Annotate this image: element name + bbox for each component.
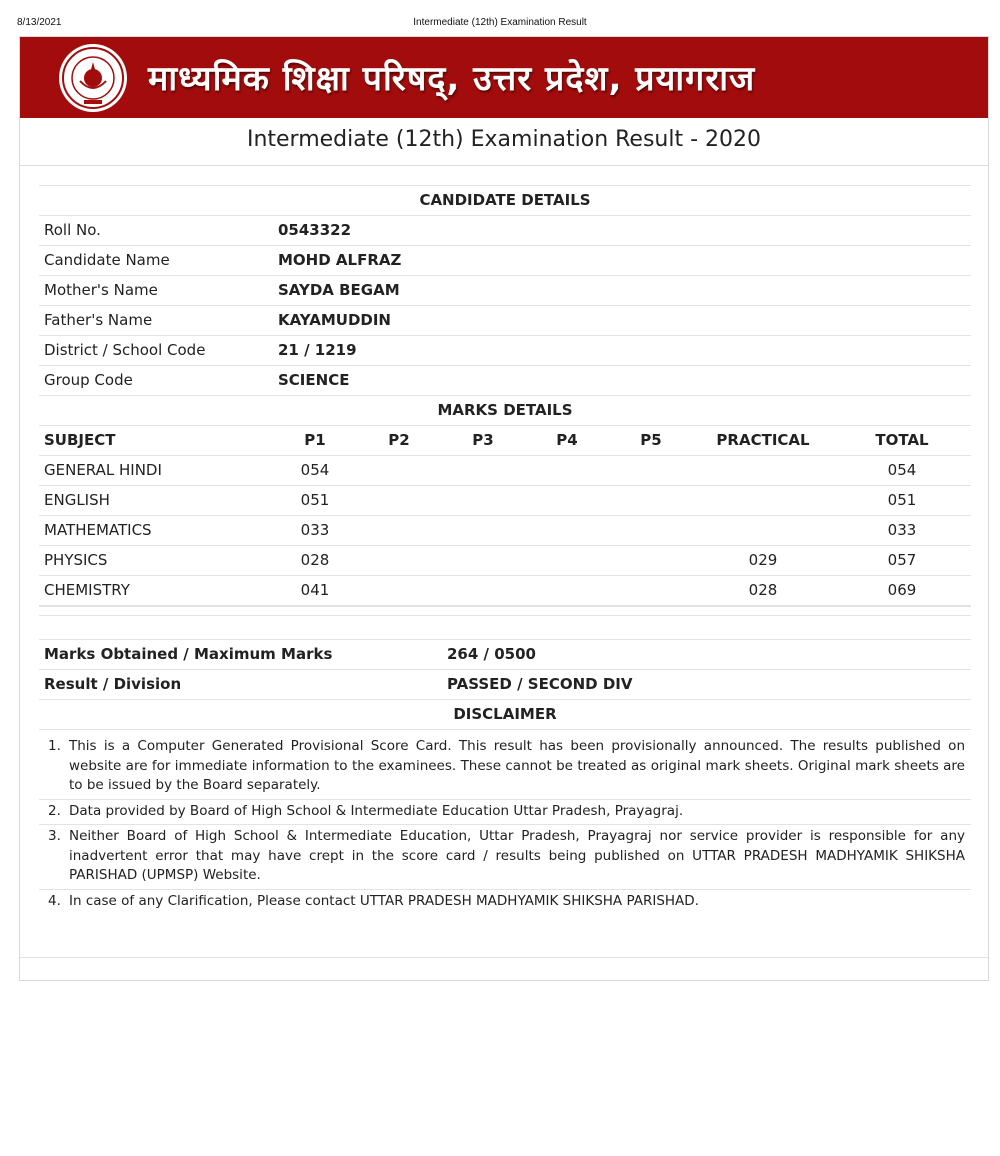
card-footer (20, 957, 988, 980)
total-cell: 051 (887, 491, 917, 509)
list-item (39, 890, 971, 915)
detail-value: 0543322 (278, 221, 352, 239)
board-name: माध्यमिक शिक्षा परिषद्, उत्तर प्रदेश, प्रयागराज (148, 59, 756, 99)
page-title: Intermediate (12th) Examination Result - 2020 (246, 127, 762, 152)
table-row (39, 485, 971, 515)
list-number: 4. (48, 892, 61, 909)
marks-details-heading: MARKS DETAILS (39, 395, 971, 425)
detail-value: MOHD ALFRAZ (278, 251, 402, 269)
p1-cell: 041 (300, 581, 330, 599)
result-division-label: Result / Division (44, 675, 182, 693)
disclaimer-list (39, 735, 971, 914)
table-row (39, 575, 971, 606)
detail-label: Roll No. (44, 221, 101, 239)
detail-row-mother-name (39, 275, 971, 305)
column-header: P3 (472, 431, 494, 449)
page-title-bar (20, 118, 988, 166)
column-header: P5 (640, 431, 662, 449)
marks-table-header (39, 425, 971, 455)
list-item (39, 800, 971, 826)
detail-label: Group Code (44, 371, 133, 389)
result-card (19, 36, 989, 981)
list-text: Neither Board of High School & Intermediate Education, Uttar Pradesh, Prayagraj nor service provider is responsible for any inadvertent error that may have crept in the score card / results being published on UTTAR PRADESH MADHYAMIK SHIKSHA PARISHAD (UPMSP) Website. (69, 828, 965, 883)
list-text: This is a Computer Generated Provisional Score Card. This result has been provisionally announced. The results published on website are for immediate information to the examinees. These cannot be treated as original mark sheets. Original mark sheets are to be issued by the Board separately. (69, 738, 965, 793)
column-header: PRACTICAL (716, 431, 810, 449)
detail-row-father-name (39, 305, 971, 335)
subject-cell: CHEMISTRY (44, 581, 130, 599)
total-cell: 069 (887, 581, 917, 599)
result-summary-section (39, 639, 971, 730)
detail-value: KAYAMUDDIN (278, 311, 391, 329)
detail-row-district-school-code (39, 335, 971, 365)
p1-cell: 028 (300, 551, 330, 569)
subject-cell: PHYSICS (44, 551, 108, 569)
total-cell: 054 (887, 461, 917, 479)
list-text: Data provided by Board of High School & Intermediate Education Uttar Pradesh, Prayagraj. (69, 802, 684, 819)
marks-obtained-row (39, 639, 971, 669)
disclaimer-heading: DISCLAIMER (39, 699, 971, 730)
table-row (39, 515, 971, 545)
candidate-details-section (39, 185, 971, 616)
list-number: 2. (48, 802, 61, 819)
detail-label: Candidate Name (44, 251, 170, 269)
print-date: 8/13/2021 (17, 17, 62, 28)
detail-value: SAYDA BEGAM (278, 281, 400, 299)
table-divider (39, 606, 971, 616)
list-number: 3. (48, 828, 61, 844)
subject-cell: GENERAL HINDI (44, 461, 162, 479)
list-item (39, 735, 971, 800)
column-header: P4 (556, 431, 578, 449)
detail-value: 21 / 1219 (278, 341, 357, 359)
column-header: P2 (388, 431, 410, 449)
p1-cell: 054 (300, 461, 330, 479)
column-header: P1 (304, 431, 326, 449)
detail-row-group-code (39, 365, 971, 395)
detail-row-candidate-name (39, 245, 971, 275)
detail-label: District / School Code (44, 341, 206, 359)
subject-cell: MATHEMATICS (44, 521, 152, 539)
p1-cell: 033 (300, 521, 330, 539)
table-row (39, 545, 971, 575)
p1-cell: 051 (300, 491, 330, 509)
detail-row-roll-no (39, 215, 971, 245)
upmsp-emblem-icon (58, 43, 128, 113)
list-number: 1. (48, 738, 61, 754)
result-division-row (39, 669, 971, 699)
print-title: Intermediate (12th) Examination Result (413, 17, 587, 28)
list-item (39, 825, 971, 890)
print-header (17, 17, 983, 31)
practical-cell: 029 (748, 551, 778, 569)
detail-label: Father's Name (44, 311, 153, 329)
detail-value: SCIENCE (278, 371, 350, 389)
result-division-value: PASSED / SECOND DIV (447, 675, 633, 693)
column-header: SUBJECT (44, 431, 116, 449)
marks-obtained-label: Marks Obtained / Maximum Marks (44, 645, 333, 663)
practical-cell: 028 (748, 581, 778, 599)
table-row (39, 455, 971, 485)
detail-label: Mother's Name (44, 281, 158, 299)
marks-obtained-value: 264 / 0500 (447, 645, 536, 663)
board-banner (20, 37, 988, 118)
total-cell: 057 (887, 551, 917, 569)
subject-cell: ENGLISH (44, 491, 110, 509)
column-header: TOTAL (875, 431, 929, 449)
candidate-details-heading: CANDIDATE DETAILS (39, 185, 971, 215)
list-text: In case of any Clarification, Please contact UTTAR PRADESH MADHYAMIK SHIKSHA PARISHAD. (69, 892, 699, 909)
total-cell: 033 (887, 521, 917, 539)
